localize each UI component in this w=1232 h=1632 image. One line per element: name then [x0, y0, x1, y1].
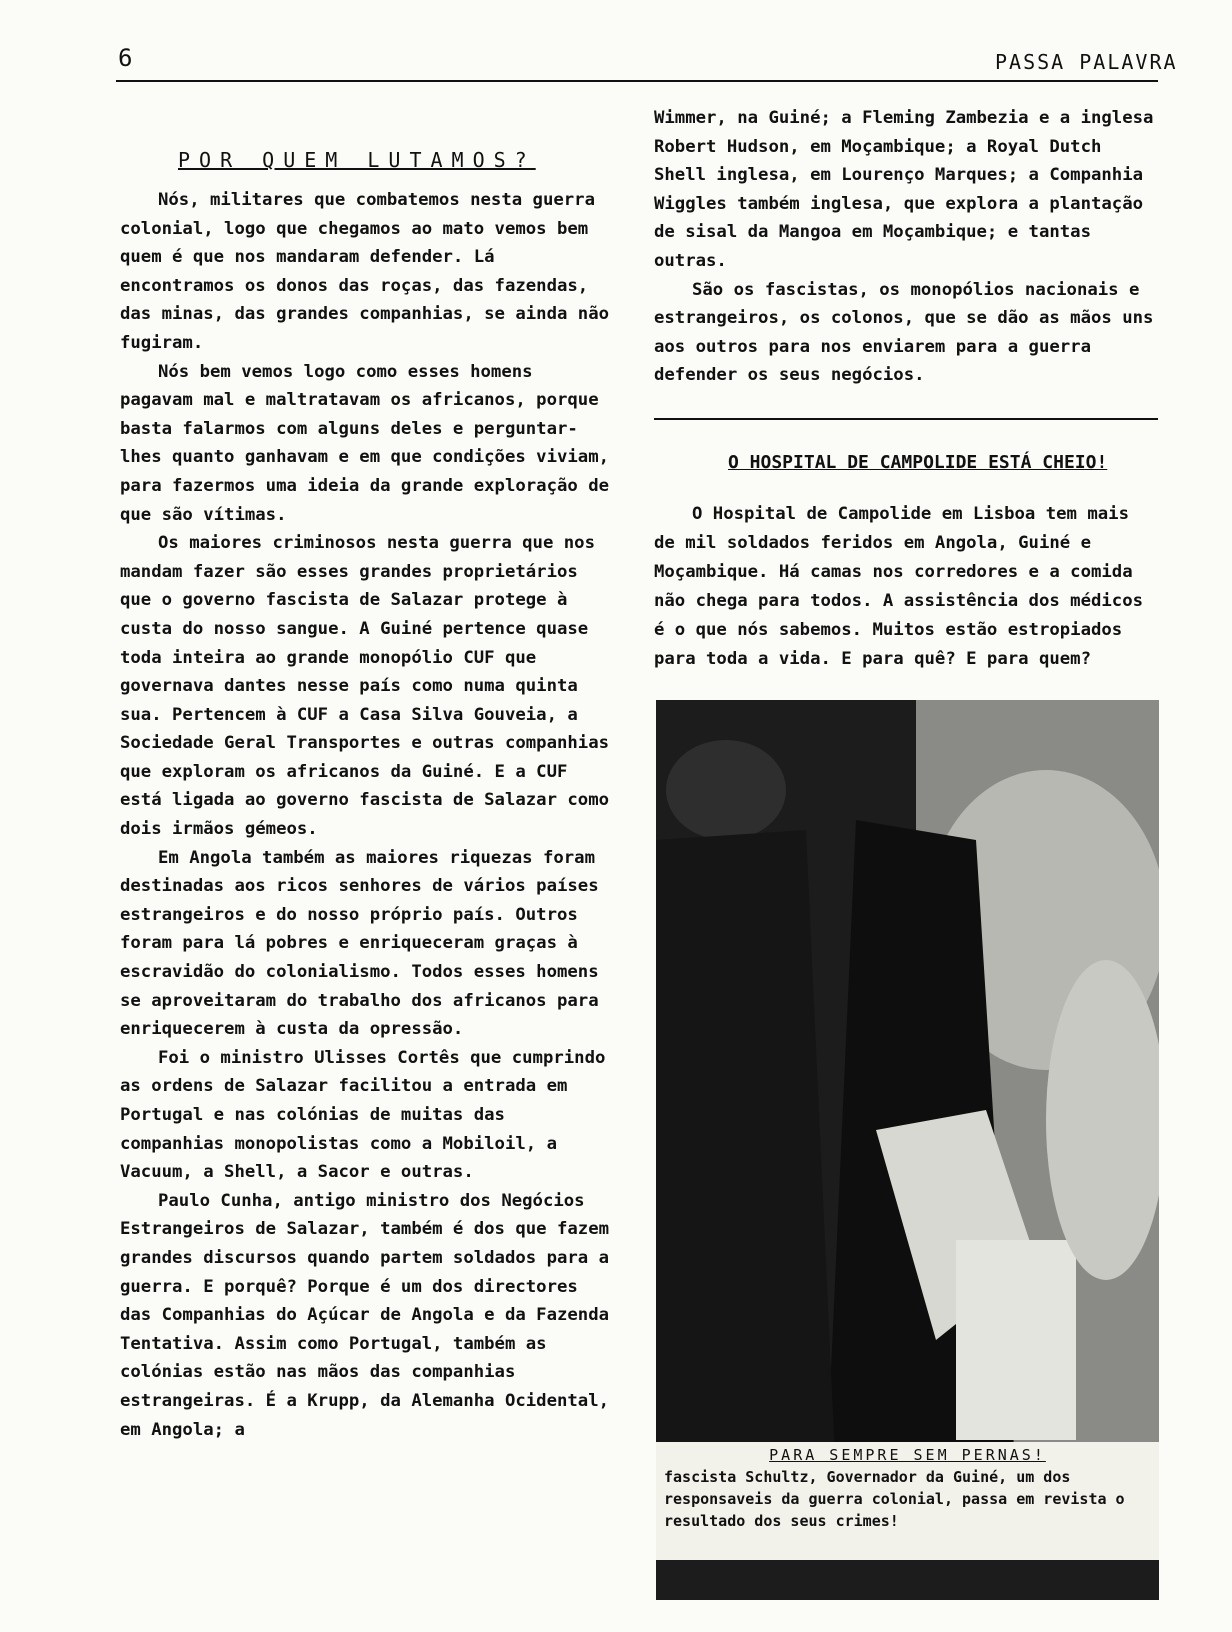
section-divider	[654, 418, 1158, 420]
left-paragraph: Foi o ministro Ulisses Cortês que cumprindo as ordens de Salazar facilitou a entrada em Portugal e nas colónias de muitas das companhias monopolistas como a Mobiloil, a Vacuum, a Shell, a Sacor e outras.	[120, 1047, 606, 1183]
page-number: 6	[118, 44, 133, 72]
left-paragraph: Em Angola também as maiores riquezas foram destinadas aos ricos senhores de vários países estrangeiros e do nosso próprio país. Outros foram para lá pobres e enriqueceram graças à escravidão do colonialismo. Todos esses homens se aproveitaram do trabalho dos africanos para enriquecerem à custa da opressão.	[120, 847, 599, 1040]
photo-caption	[656, 1442, 1159, 1560]
caption-title: PARA SEMPRE SEM PERNAS!	[769, 1446, 1046, 1464]
caption-text: fascista Schultz, Governador da Guiné, um dos responsaveis da guerra colonial, passa em revista o resultado dos seus crimes!	[664, 1468, 1125, 1530]
hospital-paragraph: O Hospital de Campolide em Lisboa tem mais de mil soldados feridos em Angola, Guiné e Moçambique. Há camas nos corredores e a comida não chega para todos. A assistência dos médicos é o que nós sabemos. Muitos estão estropiados para toda a vida. E para quê? E para quem?	[654, 504, 1143, 669]
news-photo	[656, 700, 1159, 1600]
right-paragraph: Wimmer, na Guiné; a Fleming Zambezia e a inglesa Robert Hudson, em Moçambique; a Royal Dutch Shell inglesa, em Lourenço Marques; a Companhia Wiggles também inglesa, que explora a plantação de sisal da Mangoa em Moçambique; e tantas outras.	[654, 108, 1154, 271]
left-paragraph: Nós bem vemos logo como esses homens pagavam mal e maltratavam os africanos, porque basta falarmos com alguns deles e perguntar-lhes quanto ganhavam e em que condições viviam, para fazermos uma ideia da grande exploração de que são vítimas.	[120, 361, 609, 525]
right-article-body	[654, 104, 1158, 390]
hospital-article-body	[654, 500, 1158, 674]
hospital-article-title: O HOSPITAL DE CAMPOLIDE ESTÁ CHEIO!	[728, 452, 1108, 473]
publication-name: PASSA PALAVRA	[995, 50, 1178, 74]
right-paragraph: São os fascistas, os monopólios nacionais e estrangeiros, os colonos, que se dão as mãos uns aos outros para nos enviarem para a guerra defender os seus negócios.	[654, 279, 1154, 386]
left-article-title: POR QUEM LUTAMOS?	[178, 148, 536, 172]
left-paragraph: Os maiores criminosos nesta guerra que nos mandam fazer são esses grandes proprietários que o governo fascista de Salazar protege à custa do nosso sangue. A Guiné pertence quase toda inteira ao grande monopólio CUF que governava dantes nesse país como numa quinta sua. Pertencem à CUF a Casa Silva Gouveia, a Sociedade Geral Transportes e outras companhias que exploram os africanos da Guiné. E a CUF está ligada ao governo fascista de Salazar como dois irmãos gémeos.	[120, 533, 609, 840]
left-paragraph: Paulo Cunha, antigo ministro dos Negócios Estrangeiros de Salazar, também é dos que fazem grandes discursos quando partem soldados para a guerra. E porquê? Porque é um dos directores das Companhias do Açúcar de Angola e da Fazenda Tentativa. Assim como Portugal, também as colónias estão nas mãos das companhias estrangeiras. É a Krupp, da Alemanha Ocidental, em Angola; a	[120, 1190, 609, 1440]
left-article-body	[120, 186, 612, 1444]
left-paragraph: Nós, militares que combatemos nesta guerra colonial, logo que chegamos ao mato vemos bem quem é que nos mandaram defender. Lá encontramos os donos das roças, das fazendas, das minas, das grandes companhias, se ainda não fugiram.	[120, 190, 609, 353]
header-rule	[116, 80, 1158, 82]
